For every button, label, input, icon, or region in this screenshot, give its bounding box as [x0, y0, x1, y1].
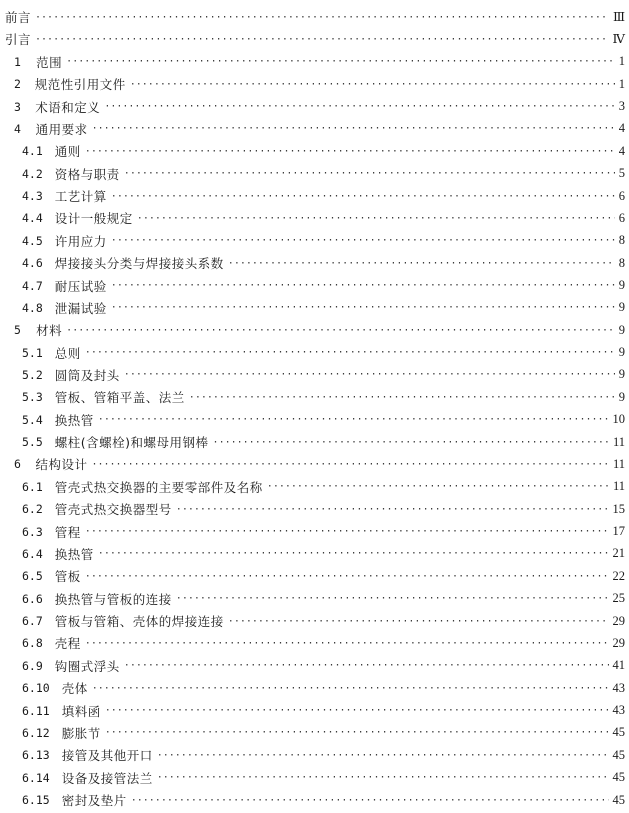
- toc-leader: [105, 705, 609, 716]
- toc-entry[interactable]: [0, 409, 629, 431]
- toc-entry-number: 6.15: [22, 793, 50, 807]
- toc-entry-page: 9: [618, 278, 625, 292]
- toc-leader: [130, 79, 615, 90]
- toc-entry-page: Ⅲ: [612, 10, 625, 24]
- toc-leader: [85, 526, 609, 537]
- toc-entry-number: 3: [14, 99, 21, 114]
- toc-entry-title: 通则: [54, 144, 81, 160]
- toc-leader: [176, 593, 609, 604]
- toc-entry[interactable]: [0, 364, 629, 386]
- toc-entry-number: 6.8: [22, 636, 43, 651]
- toc-entry[interactable]: [0, 789, 629, 811]
- toc-entry-page: 8: [618, 255, 625, 270]
- toc-entry[interactable]: [0, 252, 629, 274]
- toc-leader: [111, 191, 615, 202]
- toc-entry-title: 管板、管箱平盖、法兰: [54, 390, 185, 406]
- toc-entry-title: 管壳式热交换器的主要零部件及名称: [54, 479, 263, 495]
- toc-entry[interactable]: [0, 565, 629, 587]
- toc-entry-title: 密封及垫片: [61, 793, 127, 808]
- toc-leader: [176, 504, 609, 515]
- toc-entry-title: 总则: [54, 345, 81, 361]
- toc-entry-number: 6.5: [22, 569, 43, 584]
- toc-leader: [228, 258, 615, 269]
- toc-entry-page: 29: [612, 635, 625, 650]
- toc-entry-number: 5.1: [22, 345, 43, 360]
- toc-entry-title: 材料: [36, 323, 63, 339]
- toc-entry-number: 5.3: [22, 390, 43, 405]
- toc-entry[interactable]: [0, 163, 629, 185]
- toc-entry[interactable]: [0, 632, 629, 654]
- toc-entry[interactable]: [0, 6, 629, 28]
- toc-entry-number: 6.1: [22, 479, 43, 494]
- toc-entry-page: 15: [612, 501, 625, 516]
- toc-entry-number: 6: [14, 457, 21, 472]
- toc-entry-page: 1: [618, 76, 625, 91]
- toc-entry-page: 22: [612, 568, 625, 583]
- toc-entry-title: 规范性引用文件: [34, 77, 126, 93]
- toc-entry[interactable]: [0, 230, 629, 252]
- toc-entry-number: 4: [14, 121, 21, 136]
- toc-entry[interactable]: [0, 96, 629, 118]
- toc-entry-page: 25: [612, 591, 625, 606]
- toc-entry-title: 圆筒及封头: [54, 367, 120, 383]
- toc-leader: [137, 213, 615, 224]
- toc-entry-page: 11: [612, 456, 625, 471]
- toc-entry[interactable]: [0, 297, 629, 319]
- toc-entry-number: 4.5: [22, 233, 43, 248]
- toc-entry[interactable]: [0, 73, 629, 95]
- toc-leader: [228, 616, 609, 627]
- toc-entry-page: 45: [612, 792, 625, 807]
- toc-entry-page: 9: [618, 300, 625, 315]
- toc-entry-title: 钩圈式浮头: [54, 658, 120, 674]
- toc-leader: [189, 392, 615, 403]
- toc-entry-number: 5.4: [22, 412, 43, 427]
- toc-entry[interactable]: [0, 319, 629, 341]
- toc-entry[interactable]: [0, 185, 629, 207]
- toc-leader: [124, 168, 615, 179]
- toc-entry-title: 换热管: [54, 412, 94, 428]
- toc-leader: [111, 302, 615, 313]
- toc-entry-number: 4.4: [22, 211, 43, 226]
- toc-entry[interactable]: [0, 28, 629, 50]
- toc-entry-title: 术语和定义: [35, 99, 101, 115]
- toc-entry-number: 6.6: [22, 591, 43, 606]
- toc-entry-title: 泄漏试验: [54, 300, 107, 316]
- toc-entry-title: 许用应力: [54, 233, 107, 249]
- toc-leader: [124, 660, 609, 671]
- toc-entry[interactable]: [0, 588, 629, 610]
- toc-entry-number: 2: [14, 77, 21, 92]
- toc-entry-title: 工艺计算: [54, 189, 107, 204]
- toc-entry-page: 9: [618, 345, 625, 360]
- toc-entry-number: 6.11: [22, 703, 50, 718]
- toc-entry-page: 11: [612, 479, 625, 494]
- toc-leader: [124, 369, 615, 380]
- toc-entry[interactable]: [0, 118, 629, 140]
- toc-leader: [66, 325, 615, 336]
- toc-entry-page: 6: [618, 188, 625, 203]
- toc-entry[interactable]: [0, 767, 629, 789]
- toc-entry[interactable]: [0, 140, 629, 162]
- toc-entry-title: 管板与管箱、壳体的焊接连接: [54, 614, 224, 629]
- toc-leader: [85, 146, 615, 157]
- toc-entry-page: 1: [618, 54, 625, 69]
- toc-entry-title: 换热管: [54, 546, 94, 562]
- toc-entry-page: 8: [618, 233, 625, 248]
- toc-entry-number: 5: [14, 323, 21, 338]
- toc-entry[interactable]: [0, 722, 629, 744]
- toc-entry-number: 4.2: [22, 166, 43, 181]
- toc-entry-title: 管板: [54, 569, 81, 585]
- toc-entry-title: 资格与职责: [54, 166, 120, 182]
- toc-entry-title: 换热管与管板的连接: [54, 591, 172, 607]
- toc-leader: [98, 414, 609, 425]
- toc-leader: [35, 34, 608, 45]
- toc-entry-title: 前言: [5, 10, 32, 25]
- toc-entry-title: 壳体: [61, 681, 88, 697]
- toc-leader: [85, 347, 615, 358]
- toc-entry-title: 管程: [54, 524, 81, 540]
- toc-entry-page: 10: [612, 412, 625, 427]
- toc-leader: [157, 750, 609, 761]
- toc-entry-number: 6.2: [22, 502, 43, 517]
- toc-entry-title: 焊接接头分类与焊接接头系数: [54, 256, 224, 272]
- toc-entry-number: 6.9: [22, 658, 43, 673]
- toc-entry[interactable]: [0, 610, 629, 632]
- toc-leader: [111, 280, 615, 291]
- toc-entry-number: 4.1: [22, 144, 43, 159]
- toc-leader: [92, 683, 609, 694]
- toc-entry-number: 6.4: [22, 546, 43, 561]
- toc-entry-page: 6: [618, 210, 625, 225]
- toc-entry[interactable]: [0, 677, 629, 699]
- toc-entry-number: 4.7: [22, 278, 43, 293]
- toc-entry-number: 6.7: [22, 614, 43, 628]
- toc-entry[interactable]: [0, 207, 629, 229]
- toc-entry[interactable]: [0, 521, 629, 543]
- toc-entry-page: 4: [618, 143, 625, 158]
- toc-entry-number: 4.3: [22, 189, 43, 203]
- toc-entry-number: 1: [14, 54, 21, 69]
- toc-entry-number: 6.3: [22, 524, 43, 539]
- toc-entry-number: 4.6: [22, 256, 43, 271]
- toc-entry-page: 43: [612, 680, 625, 695]
- toc-entry-page: 4: [618, 121, 625, 136]
- toc-entry-page: 45: [612, 747, 625, 762]
- toc-entry-number: 5.2: [22, 367, 43, 382]
- toc-entry[interactable]: [0, 275, 629, 297]
- toc-entry[interactable]: [0, 453, 629, 475]
- toc-entry-page: 21: [612, 546, 625, 561]
- toc-leader: [35, 12, 609, 23]
- toc-entry-page: 9: [618, 322, 625, 337]
- toc-entry[interactable]: [0, 543, 629, 565]
- toc-leader: [85, 571, 609, 582]
- toc-entry-title: 范围: [36, 54, 63, 70]
- toc-entry-number: 6.13: [22, 748, 50, 763]
- toc-entry[interactable]: [0, 51, 629, 73]
- toc-entry-title: 接管及其他开口: [61, 748, 153, 764]
- toc-entry-title: 螺柱(含螺栓)和螺母用钢棒: [54, 435, 209, 451]
- toc-entry-title: 管壳式热交换器型号: [54, 502, 172, 518]
- toc-entry-page: 45: [612, 770, 625, 785]
- toc-entry[interactable]: [0, 655, 629, 677]
- toc-entry-title: 膨胀节: [61, 725, 101, 741]
- toc-entry-number: 4.8: [22, 300, 43, 315]
- toc-entry[interactable]: [0, 498, 629, 520]
- toc-entry-title: 壳程: [54, 636, 81, 652]
- toc-entry-title: 结构设计: [35, 457, 88, 473]
- toc-entry-page: 41: [612, 658, 625, 673]
- toc-entry-number: 6.14: [22, 770, 50, 785]
- toc-entry-title: 设计一般规定: [54, 211, 133, 227]
- toc-entry-page: 43: [612, 703, 625, 717]
- toc-entry[interactable]: [0, 476, 629, 498]
- toc-leader: [267, 481, 609, 492]
- toc-entry-page: 9: [618, 367, 625, 382]
- toc-entry-page: Ⅳ: [612, 32, 625, 47]
- toc-entry-page: 11: [612, 434, 625, 449]
- toc-leader: [213, 437, 609, 448]
- toc-leader: [91, 459, 608, 470]
- toc-leader: [92, 123, 615, 134]
- toc-leader: [98, 548, 609, 559]
- toc-entry-title: 引言: [5, 32, 32, 48]
- toc-entry-title: 耐压试验: [54, 278, 107, 294]
- toc-entry-page: 17: [612, 524, 625, 538]
- toc-entry-page: 3: [618, 99, 625, 113]
- toc-entry-title: 设备及接管法兰: [61, 770, 153, 786]
- toc-leader: [157, 772, 609, 783]
- toc-entry-title: 通用要求: [35, 121, 88, 137]
- toc-entry[interactable]: [0, 431, 629, 453]
- toc-entry[interactable]: [0, 386, 629, 408]
- toc-entry-page: 9: [618, 389, 625, 404]
- toc-entry-title: 填料函: [61, 703, 101, 719]
- toc-entry-number: 6.12: [22, 725, 50, 740]
- toc-entry[interactable]: [0, 342, 629, 364]
- toc-entry-page: 45: [612, 725, 625, 740]
- toc-leader: [85, 638, 609, 649]
- toc-entry-page: 5: [618, 166, 625, 181]
- toc-leader: [105, 727, 609, 738]
- toc-leader: [104, 101, 614, 112]
- toc-leader: [66, 56, 615, 67]
- toc-entry-number: 6.10: [22, 681, 50, 696]
- toc-entry[interactable]: [0, 744, 629, 766]
- toc-leader: [111, 235, 615, 246]
- toc-entry[interactable]: [0, 700, 629, 722]
- toc-entry-number: 5.5: [22, 435, 43, 450]
- toc-entry-page: 29: [612, 613, 625, 628]
- toc-leader: [131, 795, 609, 806]
